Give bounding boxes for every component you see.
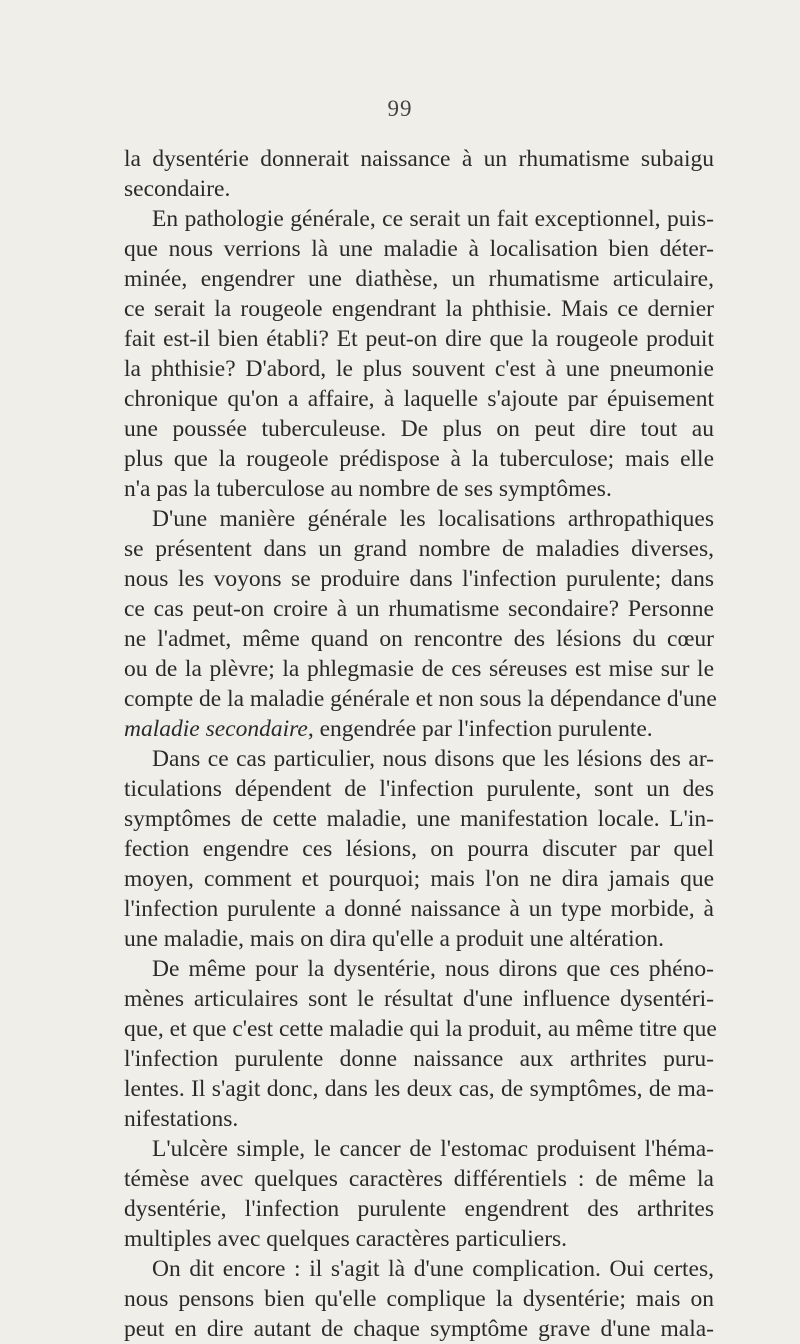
text-line: Dans ce cas particulier, nous disons que les lésions des ar-: [152, 746, 714, 772]
text-line: mènes articulaires sont le résultat d'une influence dysentéri-: [124, 986, 714, 1012]
text-line: fection engendre ces lésions, on pourra discuter par quel: [124, 836, 714, 862]
text-line: nous les voyons se produire dans l'infection purulente; dans: [124, 566, 714, 592]
text-line: moyen, comment et pourquoi; mais l'on ne dira jamais que: [124, 866, 714, 892]
text-line: [124, 714, 714, 744]
text-line: une poussée tuberculeuse. De plus on peut dire tout au: [124, 416, 714, 442]
text-line: minée, engendrer une diathèse, un rhumatisme articulaire,: [124, 266, 714, 292]
text-line: De même pour la dysentérie, nous dirons que ces phéno-: [152, 956, 714, 982]
text-line: nifestations.: [124, 1106, 239, 1132]
text-line: ne l'admet, même quand on rencontre des lésions du cœur: [124, 626, 714, 652]
text-line: que nous verrions là une maladie à localisation bien déter-: [124, 236, 714, 262]
text-line: témèse avec quelques caractères différentiels : de même la: [124, 1166, 714, 1192]
text-line: peut en dire autant de chaque symptôme grave d'une mala-: [124, 1316, 714, 1342]
text-line: dysentérie, l'infection purulente engendrent des arthrites: [124, 1196, 714, 1222]
text-line: l'infection purulente a donné naissance à un type morbide, à: [124, 896, 714, 922]
text-line: se présentent dans un grand nombre de maladies diverses,: [124, 536, 714, 562]
text-line: compte de la maladie générale et non sous la dépendance d'une: [124, 686, 717, 712]
text-line: que, et que c'est cette maladie qui la produit, au même titre que: [124, 1016, 717, 1042]
text-line: ce cas peut-on croire à un rhumatisme secondaire? Personne: [124, 596, 714, 622]
italic-phrase: maladie secondaire: [124, 716, 308, 742]
text-line: plus que la rougeole prédispose à la tuberculose; mais elle: [124, 446, 714, 472]
text-line: secondaire.: [124, 176, 231, 202]
text-span: , engendrée par l'infection purulente.: [307, 716, 653, 742]
text-line: L'ulcère simple, le cancer de l'estomac produisent l'héma-: [152, 1136, 714, 1162]
page-number: 99: [387, 96, 413, 121]
text-line: lentes. Il s'agit donc, dans les deux cas, de symptômes, de ma-: [124, 1076, 714, 1102]
text-line: ce serait la rougeole engendrant la phthisie. Mais ce dernier: [124, 296, 714, 322]
text-line: l'infection purulente donne naissance aux arthrites puru-: [124, 1046, 714, 1072]
text-line: une maladie, mais on dira qu'elle a produit une altération.: [124, 926, 664, 952]
text-line: la dysentérie donnerait naissance à un rhumatisme subaigu: [124, 146, 714, 172]
text-line: la phthisie? D'abord, le plus souvent c'est à une pneumonie: [124, 356, 714, 382]
text-line: En pathologie générale, ce serait un fait exceptionnel, puis-: [152, 206, 714, 232]
text-line: chronique qu'on a affaire, à laquelle s'ajoute par épuisement: [124, 386, 714, 412]
text-line: fait est-il bien établi? Et peut-on dire que la rougeole produit: [124, 326, 714, 352]
text-line: multiples avec quelques caractères particuliers.: [124, 1226, 568, 1252]
text-line: n'a pas la tuberculose au nombre de ses symptômes.: [124, 476, 612, 502]
text-line: symptômes de cette maladie, une manifestation locale. L'in-: [124, 806, 714, 832]
text-line: nous pensons bien qu'elle complique la dysentérie; mais on: [124, 1286, 714, 1312]
text-line: On dit encore : il s'agit là d'une complication. Oui certes,: [152, 1256, 714, 1282]
text-line: ou de la plèvre; la phlegmasie de ces séreuses est mise sur le: [124, 656, 714, 682]
text-line: ticulations dépendent de l'infection purulente, sont un des: [124, 776, 714, 802]
text-line: D'une manière générale les localisations arthropathiques: [152, 506, 714, 532]
